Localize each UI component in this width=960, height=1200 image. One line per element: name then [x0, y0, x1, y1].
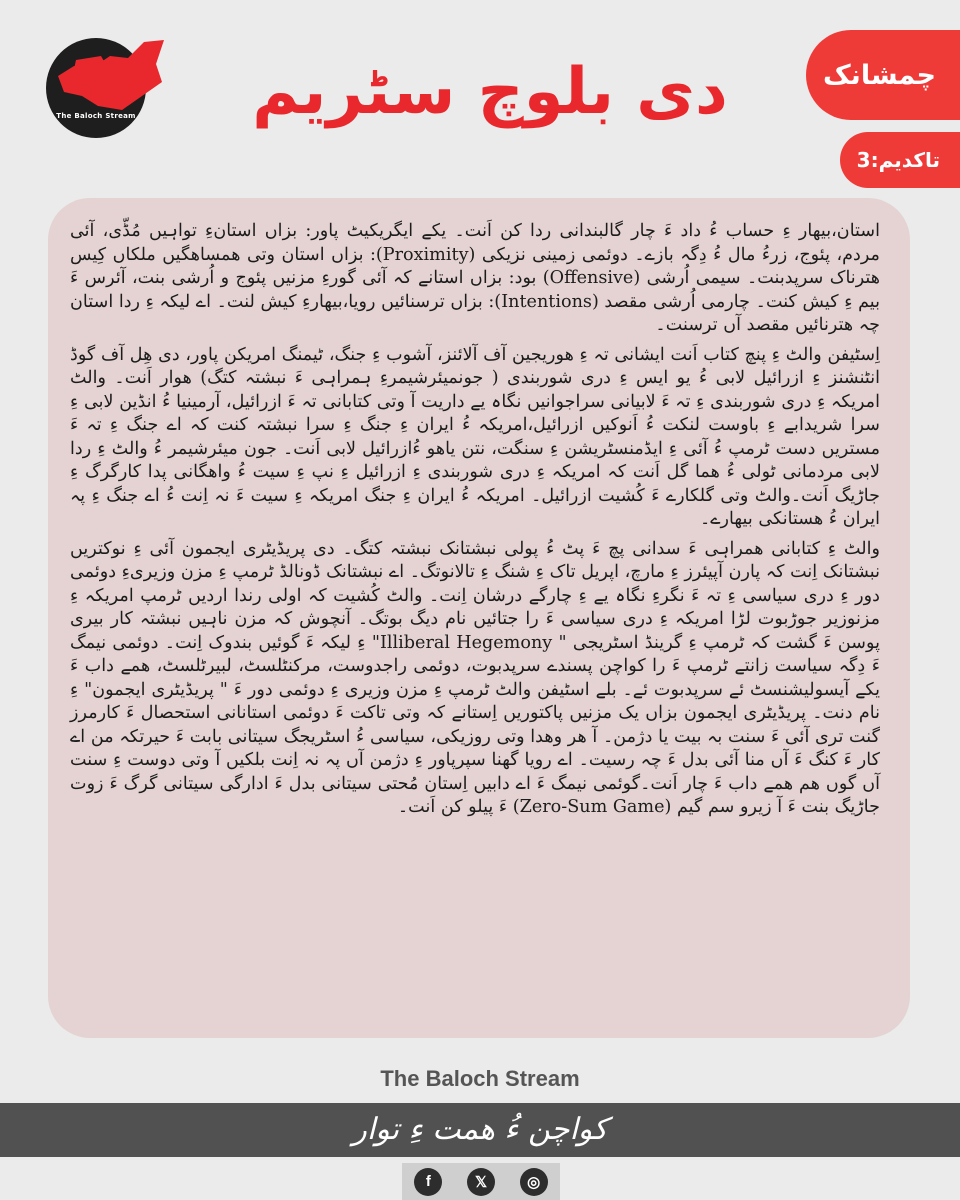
article-body — [48, 198, 910, 1038]
article-paragraph: اِسٹیفن والٹ ءِ پنچ کتاب اَنت ایشانی تہ ءِ ھوریجین آف آلائنز، آشوب ءِ جنگ، ٹیمنگ امریکن پاور، دی ھِل آف گوڈ انٹنشنز ءِ ازرائیل لابی ءُ یو ایس ءِ دری شوربندی ( جونمیئرشیمرءِ ہمراہی ءَ نبشتہ کتگ) ھوار اَنت۔ والٹ امریکہ ءِ دری شوربندی ءِ تہ ءَ لابیانی سراجوانیں نگاہ یے داریت آ وتی کتابانی تہ ءَ ازرائیل، آرمینیا ءُ انڈین لابی ءِ سرا شریدابے ءِ باوست لنکت ءُ اَنوکیں ازرائیل،امریکہ ءُ ایران ءِ جنگ ءِ سرا نبشتہ کنت کہ اے جنگ ءِ تہ ءَ مستریں دست ٹرمپ ءُ آئی ءِ ایڈمنسٹریشن ءِ سنگت، نتن یاھو ءُازرائیل لابی اَنت۔ جون میئرشیمر ءُ والٹ ءِ ردا لابی مردمانی ٹولی ءُ ھما گل اَنت کہ امریکہ ءِ دری شوربندی ءِ ازرائیل ءِ نپ ءِ سیت ءُ واھگانی پدا کارگرگ ءِ جاڑیگ اَنت۔والٹ وتی گلکارے ءَ کُشیت ازرائیل۔ امریکہ ءُ ایران ءِ جنگ امریکہ ءِ سیت ءَ نہ اِنت ءُ اے جنگ ءِ پہ ایران ءُ ھستانکی بیھارے۔ — [70, 344, 880, 529]
episode-badge: تاکدیم:3 — [840, 132, 960, 188]
instagram-icon[interactable]: ◎ — [520, 1168, 548, 1196]
article-paragraph: استان،بیھار ءِ حساب ءُ داد ءَ چار گالبندانی ردا کن اَنت۔ یکے ایگریکیٹ پاور: بزاں استانءِ تواہیں مُڈّی، آئی مردم، پئوج، زرءُ مال ءُ دِگہ بازے۔ دوئمی زمینی نزیکی (Proximity): بزاں استان وتی ھمساھگیں ملکاں کِیس ھترناک سرپدبنت۔ سیمی اُرشی (Offensive) بود: بزاں استانے کہ آئی گورءِ مزنیں پئوج و اُرشی بنت، آئرس ءَ بیم ءِ کیش کنت۔ چارمی اُرشی مقصد (Intentions): بزاں ترسنائیں رویا،بیھارءِ کیش لنت۔ اے لیکہ ءِ ردا استان چہ ھترنائیں مقصد آں ترسنت۔ — [70, 221, 881, 335]
logo-text: The Baloch Stream — [56, 112, 136, 120]
map-icon — [52, 36, 170, 120]
facebook-icon[interactable]: f — [414, 1168, 442, 1196]
article-paragraph: والٹ ءِ کتابانی ھمراہی ءَ سدانی پچ ءَ پٹ ءُ پولی نبشتانک نبشتہ کتگ۔ دی پریڈیٹری ایجمون آئی ءِ نوکتریں نبشتانک اِنت کہ پارن آپیئرز ءِ مارچ، اپریل تاک ءِ شنگ ءِ تالانوتگ۔ اے نبشتانک ڈونالڈ ٹرمپ ءِ مزن وزیریءِ دوئمی دور ءِ دری سیاسی ءِ تہ ءَ نگرءِ نگاہ یے ءِ چارگے درشان اِنت۔ والٹ کُشیت کہ اولی رندا اردیں ٹرمپ امریکہ ءِ مزنوزیر جوڑبوت لڑا امریکہ ءِ دری سیاسی ءَ را جتائیں نام دیگ بوتگ۔ آنچوش کہ مزن ناہیں نبشتہ کار بیری پوسن ءَ گشت کہ ٹرمپ ءِ گرینڈ اسٹریجی " Illiberal Hegemony" ءِ لیکہ ءَ گوئیں بندوک اِنت۔ دوئمی نیمگ ءَ دِگہ سیاست زانتے ٹرمپ ءَ را کواچن پسندے سرپدبوت، دوئمی راجدوست، مرکنٹلسٹ، لبیرٹلسٹ، ھمے داب ءَ یکے آیسولیشنسٹ ئے سرپدبوت ئے۔ بلے اسٹیفن والٹ ٹرمپ ءِ مزن وزیری ءِ دوئمی دور ءَ " پریڈیٹری ایجمون" ءِ نام دنت۔ پریڈیٹری ایجمون بزاں یک مزنیں پاکتوریں اِستانے کہ وتی تاکت ءَ دوئمی استانانی استحصال ءَ کارمرز گنت تری آئی ءَ سنت بہ بیت یا دژمن۔ آ ھر وھدا وتی روزیکی، سیاسی ءُ اسٹریجگ سیتانی بابت ءَ حیرتکہ من اے کار ءَ کنگ ءَ آں منا آئی بدل ءَ چہ رسیت۔ اے رویا گھنا سپرپاور ءِ دژمن آں پہ نہ اِنت بلکیں آ وتی دوست ءِ سنت آں گوں ھم ھمے داب ءَ چار اَنت۔گوئمی نیمگ ءَ اے دابیں اِستان مُحتی سیتانی بدل ءَ ادارگی سیتانی گرگ ءَ زوت جاڑیگ بنت ءَ آ زیرو سم گیم (Zero-Sum Game) ءَ پیلو کن اَنت۔ — [70, 538, 880, 817]
category-badge: چمشانک — [806, 30, 960, 120]
slogan-bar: کواچن ءُ ھمت ءِ توار — [0, 1103, 960, 1157]
brand-name: The Baloch Stream — [380, 1066, 580, 1091]
x-icon[interactable]: 𝕏 — [467, 1168, 495, 1196]
social-links — [402, 1163, 560, 1200]
page-title: دی بلوچ سٹریم — [252, 55, 728, 129]
